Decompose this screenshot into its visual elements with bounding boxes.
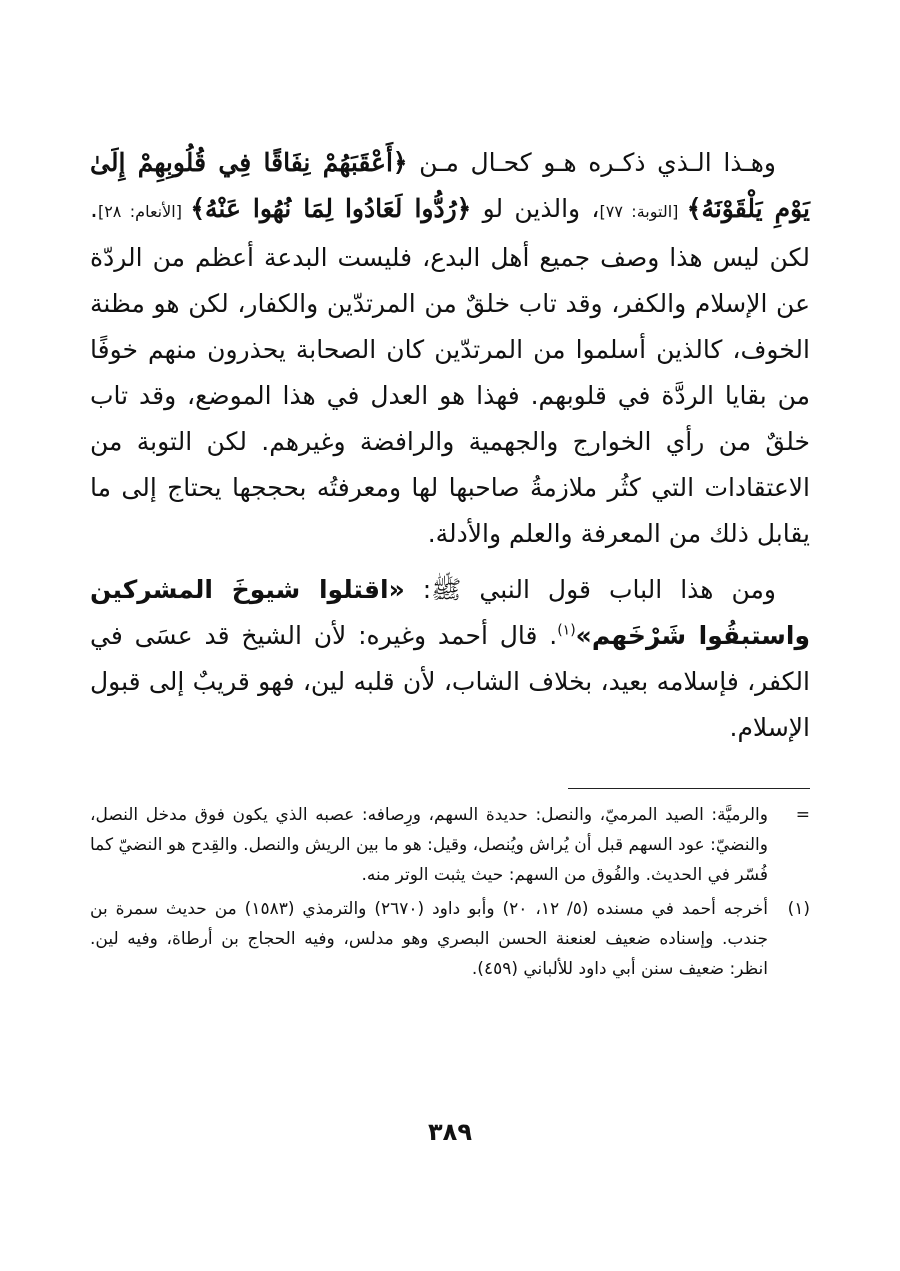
- p1-text-c: . لكن ليس هذا وصف جميع أهل البدع، فليست البدعة أعظم من الردّة عن الإسلام والكفر، وقد تاب خلقٌ من المرتدّين والكفار، لكن هو مظنة الخوف، كالذين أسلموا من المرتدّين كان الصحابة يحذرون منهم خوفًا من بقايا الردَّة في قلوبهم. فهذا هو العدل في هذا الموضع، وقد تاب خلقٌ من رأي الخوارج والجهمية والرافضة وغيرهم. لكن التوبة من الاعتقادات التي كثُر ملازمةُ صاحبها لها ومعرفتُه بحججها يحتاج إلى ما يقابل ذلك من المعرفة والعلم والأدلة.: [90, 194, 810, 548]
- footnote-1: [90, 894, 810, 984]
- quran-verse-2: ﴿رُدُّوا لَعَادُوا لِمَا نُهُوا عَنْهُ﴾: [190, 194, 472, 223]
- footnote-continued: [90, 800, 810, 890]
- footnote-text: أخرجه أحمد في مسنده (٥/ ١٢، ٢٠) وأبو داود (٢٦٧٠) والترمذي (١٥٨٣) من حديث سمرة بن جندب. وإسناده ضعيف لعنعنة الحسن البصري وهو مدلس، وفيه الحجاج بن أرطاة، وفيه لين. انظر: ضعيف سنن أبي داود للألباني (٤٥٩).: [90, 899, 769, 979]
- hadith-quote: «اقتلوا شيوخَ المشركين واستبقُوا شَرْخَهم»: [90, 575, 810, 650]
- paragraph-1: [90, 140, 810, 557]
- p2-text-a: ومن هذا الباب قول النبي ﷺ:: [404, 575, 776, 604]
- p1-text-a: وهـذا الـذي ذكـره هـو كحـال مـن: [407, 148, 776, 177]
- verse-ref-1: [التوبة: ٧٧]: [599, 202, 687, 221]
- footnotes: [90, 800, 810, 988]
- main-text: [90, 140, 810, 751]
- footnote-mark: =: [795, 805, 810, 825]
- p2-text-b: . قال أحمد وغيره: لأن الشيخ قد عسَى في الكفر، فإسلامه بعيد، بخلاف الشاب، لأن قلبه لين، فهو قريبٌ إلى قبول الإسلام.: [90, 621, 810, 742]
- verse-ref-2: [الأنعام: ٢٨]: [97, 202, 191, 221]
- footnote-text: والرميَّة: الصيد المرميّ، والنصل: حديدة السهم، ورِصافه: عصبه الذي يكون فوق مدخل النصل، والنضيّ: عود السهم قبل أن يُراش ويُنصل، وقيل: هو ما بين الريش والنصل. والقِدح هو النضيّ كما فُسّر في الحديث. والفُوق من السهم: حيث يثبت الوتر منه.: [90, 805, 768, 885]
- p1-text-b: ، والذين لو: [471, 194, 600, 223]
- footnote-mark: (١): [787, 899, 810, 919]
- footnote-separator: [568, 788, 810, 789]
- footnote-ref-1[interactable]: (١): [557, 622, 576, 639]
- page-number: ٣٨٩: [428, 1118, 472, 1146]
- paragraph-2: [90, 567, 810, 751]
- quran-verse-1: ﴿أَعْقَبَهُمْ نِفَاقًا فِي قُلُوبِهِمْ إِلَىٰ يَوْمِ يَلْقَوْنَهُ﴾: [90, 148, 810, 223]
